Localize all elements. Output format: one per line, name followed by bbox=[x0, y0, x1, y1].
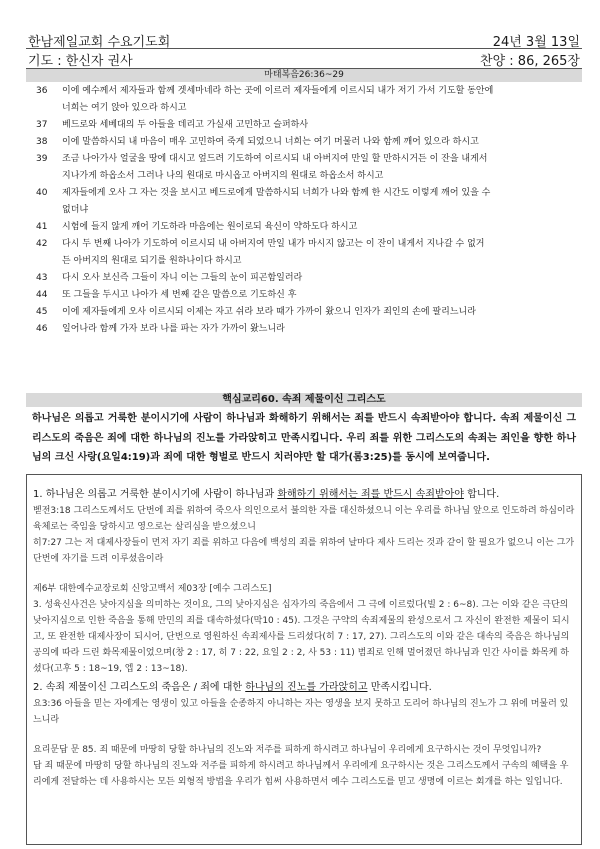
section-1-heading-prefix: 1. 하나님은 의롭고 거룩한 분이시기에 사람이 하나님과 bbox=[33, 489, 278, 500]
verse-41 bbox=[26, 219, 582, 236]
verse-text-line: 다시 두 번째 나아가 기도하여 이르시되 내 아버지여 만일 내가 마시지 않고는 이 잔이 내게서 지나갈 수 없거 bbox=[62, 239, 485, 249]
verse-number: 42 bbox=[36, 239, 48, 249]
section-2-heading-suffix: 만족시킵니다. bbox=[367, 682, 432, 693]
section-2-catechism-answer: 답 죄 때문에 마땅히 당할 하나님의 진노와 저주를 피하게 하시려고 하나님께서 우리에게 요구하시는 것은 그리스도께서 구속의 혜택을 우리에게 전달하는 데 사용하시는 모든 외형적 방법을 우리가 힘써 사용하면서 예수 그리스도를 믿고 생명에 이르는 회개를 하는 일입니다. bbox=[33, 761, 569, 787]
verse-number: 44 bbox=[36, 290, 48, 300]
doctrine-title: 핵심교리60. 속죄 제물이신 그리스도 bbox=[26, 393, 582, 407]
section-1-confession-title: 제6부 대한예수교장로회 신앙고백서 제03장 [예수 그리스도] bbox=[33, 584, 272, 594]
doctrine-summary: 하나님은 의롭고 거룩한 분이시기에 사람이 하나님과 화해하기 위해서는 죄를 반드시 속죄받아야 합니다. 속죄 제물이신 그리스도의 죽음은 죄에 대한 하나님의 진노를 가라앉히고 만족시킵니다. 우리 죄를 위한 그리스도의 속죄는 죄인을 향한 하나님의 크신 사랑(요일4:19)과 죄에 대한 형벌로 반드시 치러야만 할 대가(롬3:25)를 동시에 보여줍니다. bbox=[32, 413, 576, 463]
verse-number: 38 bbox=[36, 137, 48, 147]
verse-40 bbox=[26, 185, 582, 219]
verse-text-line: 너희는 여기 앉아 있으라 하시고 bbox=[62, 103, 187, 113]
verse-text-line: 다시 오사 보신즉 그들이 자니 이는 그들의 눈이 피곤함일러라 bbox=[62, 273, 303, 283]
header-divider-1 bbox=[26, 48, 582, 49]
verse-text-line: 또 그들을 두시고 나아가 세 번째 같은 말씀으로 기도하신 후 bbox=[62, 290, 297, 300]
section-1-verse-1: 벧전3:18 그리스도께서도 단번에 죄를 위하여 죽으사 의인으로서 불의한 자를 대신하셨으니 이는 우리를 하나님 앞으로 인도하려 하심이라 육체로는 죽임을 당하시고 영으로는 살리심을 받으셨으니 bbox=[33, 506, 575, 532]
section-1-verse-2: 히7:27 그는 저 대제사장들이 먼저 자기 죄를 위하고 다음에 백성의 죄를 위하여 날마다 제사 드리는 것과 같이 할 필요가 없으니 이는 그가 단번에 자기를 드려 이루셨음이라 bbox=[33, 538, 575, 564]
section-2-heading-underlined: 하나님의 진노를 가라앉히고 bbox=[245, 682, 368, 693]
verse-text-line: 베드로와 세베대의 두 아들을 데리고 가실새 고민하고 슬퍼하사 bbox=[62, 120, 309, 130]
verse-number: 41 bbox=[36, 222, 48, 232]
study-notes-box bbox=[26, 474, 582, 845]
verse-45 bbox=[26, 304, 582, 321]
verse-number: 36 bbox=[36, 86, 48, 96]
verse-43 bbox=[26, 270, 582, 287]
section-2-verse: 요3:36 아들을 믿는 자에게는 영생이 있고 아들을 순종하지 아니하는 자는 영생을 보지 못하고 도리어 하나님의 진노가 그 위에 머물러 있느니라 bbox=[33, 699, 569, 725]
verse-number: 45 bbox=[36, 307, 48, 317]
verse-37 bbox=[26, 117, 582, 134]
verse-text-line: 이에 제자들에게 오사 이르시되 이제는 자고 쉬라 보라 때가 가까이 왔으니 인자가 죄인의 손에 팔리느니라 bbox=[62, 307, 476, 317]
section-1-heading-suffix: 합니다. bbox=[463, 489, 500, 500]
section-1 bbox=[33, 487, 575, 677]
verse-text-line: 없더냐 bbox=[62, 205, 89, 215]
prayer-leader: 기도 : 한신자 권사 bbox=[28, 54, 133, 69]
bulletin-page bbox=[26, 0, 582, 849]
verse-number: 46 bbox=[36, 324, 48, 334]
section-2 bbox=[33, 680, 575, 790]
verse-text-line: 이에 예수께서 제자들과 함께 겟세마네라 하는 곳에 이르러 제자들에게 이르시되 내가 저기 가서 기도할 동안에 bbox=[62, 86, 494, 96]
hymn-numbers: 찬양 : 86, 265장 bbox=[480, 54, 580, 69]
verse-number: 37 bbox=[36, 120, 48, 130]
passage-reference: 마태복음26:36~29 bbox=[26, 69, 582, 82]
verse-38 bbox=[26, 134, 582, 151]
section-1-heading-underlined: 화해하기 위해서는 죄를 반드시 속죄받아야 bbox=[277, 489, 464, 500]
verse-number: 39 bbox=[36, 154, 48, 164]
section-1-confession-text: 3. 성육신사건은 낮아지심을 의미하는 것이요, 그의 낮아지심은 십자가의 죽음에서 그 극에 이르렀다(빌 2 : 6~8). 그는 이와 같은 극단의 낮아지심으로 인한 죽음을 통해 만민의 죄를 대속하셨다(막10 : 45). 그것은 구약의 속죄제물의 완성으로서 그 자신이 완전한 제물이 되시고, 또 완전한 대제사장이 되시어, 단번으로 영원하신 속죄제사를 드리셨다(히 7 : 17, 27). 그리스도의 이와 같은 대속의 죽음은 하나님의 공의에 따라 드린 화목제물이었으며(창 2 : 17, 히 7 : 22, 요일 2 : 2, 사 53 : 11) 범죄로 인해 멀어졌던 하나님과 인간 사이를 화목케 하셨다(고후 5 : 18~19, 엡 2 : 13~18). bbox=[33, 600, 570, 674]
verse-36 bbox=[26, 83, 582, 117]
verse-text-line: 일어나라 함께 가자 보라 나를 파는 자가 가까이 왔느니라 bbox=[62, 324, 285, 334]
section-2-catechism-question: 요리문답 문 85. 죄 때문에 마땅히 당할 하나님의 진노와 저주를 피하게 하시려고 하나님이 우리에게 요구하시는 것이 무엇입니까? bbox=[33, 745, 542, 755]
section-2-heading-prefix: 2. 속죄 제물이신 그리스도의 죽음은 / 죄에 대한 bbox=[33, 682, 246, 693]
verse-42 bbox=[26, 236, 582, 270]
verse-number: 40 bbox=[36, 188, 48, 198]
service-date: 24년 3월 13일 bbox=[492, 35, 580, 50]
scripture-passage bbox=[26, 83, 582, 338]
verse-number: 43 bbox=[36, 273, 48, 283]
verse-39 bbox=[26, 151, 582, 185]
verse-text-line: 이에 말씀하시되 내 마음이 매우 고민하여 죽게 되었으니 너희는 여기 머물러 나와 함께 깨어 있으라 하시고 bbox=[62, 137, 479, 147]
verse-text-line: 지나가게 하옵소서 그러나 나의 원대로 마시옵고 아버지의 원대로 하옵소서 하시고 bbox=[62, 171, 384, 181]
section-1-heading bbox=[33, 487, 575, 503]
verse-text-line: 시험에 들지 않게 깨어 기도하라 마음에는 원이로되 육신이 약하도다 하시고 bbox=[62, 222, 358, 232]
verse-text-line: 든 아버지의 원대로 되기를 원하나이다 하시고 bbox=[62, 256, 242, 266]
verse-44 bbox=[26, 287, 582, 304]
verse-text-line: 조금 나아가사 얼굴을 땅에 대시고 엎드려 기도하여 이르시되 내 아버지여 만일 할 만하시거든 이 잔을 내게서 bbox=[62, 154, 488, 164]
section-2-heading bbox=[33, 680, 575, 696]
verse-46 bbox=[26, 321, 582, 338]
verse-text-line: 제자들에게 오사 그 자는 것을 보시고 베드로에게 말씀하시되 너희가 나와 함께 한 시간도 이렇게 깨어 있을 수 bbox=[62, 188, 491, 198]
church-service-title: 한남제일교회 수요기도회 bbox=[28, 35, 171, 50]
